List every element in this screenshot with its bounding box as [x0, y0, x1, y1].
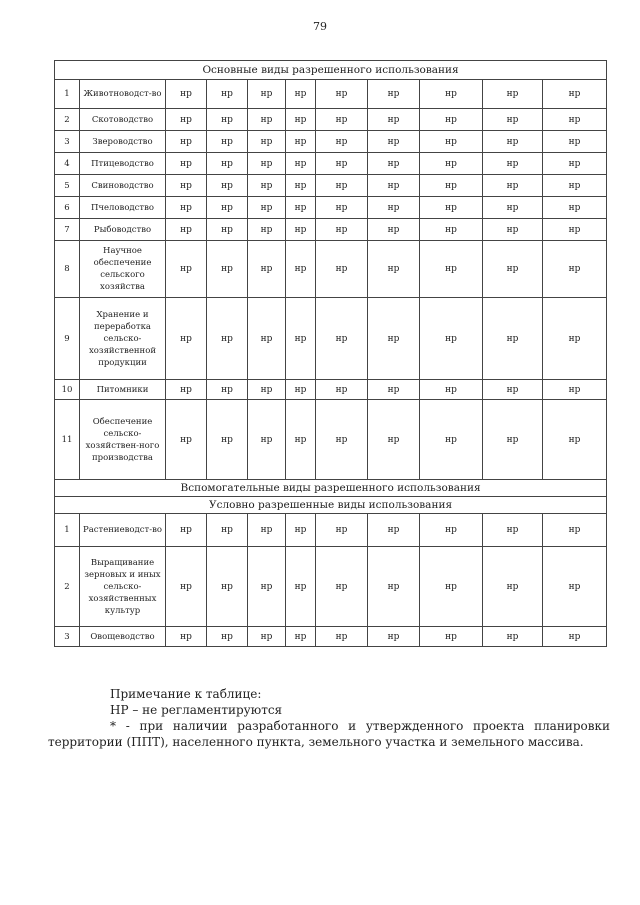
value-cell: нр — [207, 514, 248, 547]
note-abbreviation: НР – не регламентируются — [110, 703, 283, 717]
row-number: 4 — [55, 153, 80, 175]
value-cell: нр — [207, 241, 248, 298]
value-cell: нр — [368, 175, 420, 197]
value-cell: нр — [316, 153, 368, 175]
row-number: 3 — [55, 627, 80, 647]
row-number: 3 — [55, 131, 80, 153]
row-number: 6 — [55, 197, 80, 219]
value-cell: нр — [483, 241, 543, 298]
value-cell: нр — [248, 400, 286, 480]
table-row — [55, 298, 607, 380]
value-cell: нр — [368, 380, 420, 400]
value-cell: нр — [286, 109, 316, 131]
table-row — [55, 400, 607, 480]
value-cell: нр — [286, 547, 316, 627]
land-use-name: Растениеводст-во — [80, 514, 166, 547]
row-number: 10 — [55, 380, 80, 400]
value-cell: нр — [483, 197, 543, 219]
value-cell: нр — [543, 514, 607, 547]
table-row — [55, 241, 607, 298]
value-cell: нр — [316, 380, 368, 400]
table-row — [55, 380, 607, 400]
value-cell: нр — [248, 627, 286, 647]
row-number: 9 — [55, 298, 80, 380]
auxiliary-uses-row — [55, 480, 607, 497]
row-number: 1 — [55, 80, 80, 109]
value-cell: нр — [420, 514, 483, 547]
value-cell: нр — [420, 298, 483, 380]
table-row — [55, 175, 607, 197]
value-cell: нр — [207, 400, 248, 480]
regulations-table — [54, 60, 607, 647]
land-use-name: Обеспечение сельско-хозяйствен-ного производства — [80, 400, 166, 480]
value-cell: нр — [207, 547, 248, 627]
value-cell: нр — [316, 109, 368, 131]
value-cell: нр — [368, 547, 420, 627]
value-cell: нр — [420, 627, 483, 647]
value-cell: нр — [248, 298, 286, 380]
value-cell: нр — [368, 197, 420, 219]
value-cell: нр — [543, 380, 607, 400]
value-cell: нр — [543, 298, 607, 380]
value-cell: нр — [248, 175, 286, 197]
value-cell: нр — [166, 298, 207, 380]
value-cell: нр — [248, 131, 286, 153]
auxiliary-uses-heading: Вспомогательные виды разрешенного использования — [55, 480, 607, 497]
land-use-name: Скотоводство — [80, 109, 166, 131]
value-cell: нр — [368, 219, 420, 241]
value-cell: нр — [368, 298, 420, 380]
value-cell: нр — [286, 219, 316, 241]
note-asterisk: * - при наличии разработанного и утвержденного проекта планировки территории (ППТ), населенного пункта, земельного участка и земельного массива. — [48, 719, 610, 749]
value-cell: нр — [316, 627, 368, 647]
value-cell: нр — [166, 197, 207, 219]
row-number: 1 — [55, 514, 80, 547]
value-cell: нр — [420, 547, 483, 627]
value-cell: нр — [420, 80, 483, 109]
value-cell: нр — [316, 197, 368, 219]
value-cell: нр — [368, 153, 420, 175]
table-row — [55, 109, 607, 131]
value-cell: нр — [316, 298, 368, 380]
row-number: 2 — [55, 109, 80, 131]
value-cell: нр — [420, 241, 483, 298]
value-cell: нр — [248, 153, 286, 175]
value-cell: нр — [166, 514, 207, 547]
value-cell: нр — [166, 380, 207, 400]
table-row — [55, 219, 607, 241]
value-cell: нр — [420, 153, 483, 175]
value-cell: нр — [420, 109, 483, 131]
value-cell: нр — [420, 380, 483, 400]
main-uses-heading: Основные виды разрешенного использования — [55, 61, 607, 80]
value-cell: нр — [483, 153, 543, 175]
value-cell: нр — [368, 131, 420, 153]
value-cell: нр — [543, 400, 607, 480]
conditional-uses-heading: Условно разрешенные виды использования — [55, 497, 607, 514]
value-cell: нр — [543, 80, 607, 109]
value-cell: нр — [368, 109, 420, 131]
value-cell: нр — [543, 109, 607, 131]
value-cell: нр — [543, 241, 607, 298]
value-cell: нр — [166, 109, 207, 131]
value-cell: нр — [368, 627, 420, 647]
value-cell: нр — [286, 241, 316, 298]
value-cell: нр — [483, 131, 543, 153]
value-cell: нр — [286, 131, 316, 153]
value-cell: нр — [207, 175, 248, 197]
value-cell: нр — [420, 400, 483, 480]
value-cell: нр — [368, 514, 420, 547]
value-cell: нр — [420, 219, 483, 241]
value-cell: нр — [166, 131, 207, 153]
value-cell: нр — [483, 219, 543, 241]
value-cell: нр — [316, 514, 368, 547]
value-cell: нр — [166, 153, 207, 175]
value-cell: нр — [166, 241, 207, 298]
value-cell: нр — [248, 109, 286, 131]
value-cell: нр — [543, 153, 607, 175]
land-use-name: Животноводст-во — [80, 80, 166, 109]
value-cell: нр — [207, 80, 248, 109]
value-cell: нр — [420, 131, 483, 153]
value-cell: нр — [248, 514, 286, 547]
value-cell: нр — [166, 175, 207, 197]
value-cell: нр — [316, 175, 368, 197]
value-cell: нр — [248, 197, 286, 219]
value-cell: нр — [368, 400, 420, 480]
value-cell: нр — [248, 241, 286, 298]
value-cell: нр — [483, 547, 543, 627]
value-cell: нр — [368, 241, 420, 298]
land-use-name: Хранение и переработка сельско-хозяйственной продукции — [80, 298, 166, 380]
page-number: 79 — [313, 20, 327, 33]
value-cell: нр — [483, 175, 543, 197]
table-row — [55, 627, 607, 647]
value-cell: нр — [286, 298, 316, 380]
table-row — [55, 80, 607, 109]
value-cell: нр — [166, 400, 207, 480]
land-use-name: Звероводство — [80, 131, 166, 153]
value-cell: нр — [248, 547, 286, 627]
value-cell: нр — [316, 80, 368, 109]
land-use-name: Выращивание зерновых и иных сельско-хозяйственных культур — [80, 547, 166, 627]
main-uses-row — [55, 61, 607, 80]
land-use-name: Свиноводство — [80, 175, 166, 197]
value-cell: нр — [207, 380, 248, 400]
value-cell: нр — [543, 175, 607, 197]
land-use-name: Питомники — [80, 380, 166, 400]
value-cell: нр — [316, 241, 368, 298]
conditional-uses-row — [55, 497, 607, 514]
row-number: 8 — [55, 241, 80, 298]
value-cell: нр — [368, 80, 420, 109]
value-cell: нр — [483, 80, 543, 109]
value-cell: нр — [286, 627, 316, 647]
row-number: 7 — [55, 219, 80, 241]
value-cell: нр — [248, 380, 286, 400]
value-cell: нр — [207, 197, 248, 219]
value-cell: нр — [316, 400, 368, 480]
table-row — [55, 131, 607, 153]
table-row — [55, 197, 607, 219]
value-cell: нр — [248, 219, 286, 241]
land-use-name: Пчеловодство — [80, 197, 166, 219]
value-cell: нр — [543, 131, 607, 153]
value-cell: нр — [286, 153, 316, 175]
value-cell: нр — [316, 131, 368, 153]
value-cell: нр — [286, 380, 316, 400]
value-cell: нр — [207, 109, 248, 131]
value-cell: нр — [166, 547, 207, 627]
value-cell: нр — [543, 219, 607, 241]
value-cell: нр — [286, 400, 316, 480]
note-title: Примечание к таблице: — [110, 687, 262, 701]
value-cell: нр — [483, 380, 543, 400]
table-row — [55, 153, 607, 175]
value-cell: нр — [286, 514, 316, 547]
value-cell: нр — [316, 547, 368, 627]
value-cell: нр — [483, 109, 543, 131]
value-cell: нр — [420, 175, 483, 197]
value-cell: нр — [207, 219, 248, 241]
land-use-name: Птицеводство — [80, 153, 166, 175]
value-cell: нр — [286, 197, 316, 219]
table-row — [55, 547, 607, 627]
row-number: 2 — [55, 547, 80, 627]
value-cell: нр — [207, 153, 248, 175]
table-row — [55, 514, 607, 547]
value-cell: нр — [420, 197, 483, 219]
value-cell: нр — [483, 514, 543, 547]
value-cell: нр — [166, 219, 207, 241]
value-cell: нр — [543, 627, 607, 647]
value-cell: нр — [483, 400, 543, 480]
value-cell: нр — [207, 298, 248, 380]
row-number: 5 — [55, 175, 80, 197]
land-use-name: Рыбоводство — [80, 219, 166, 241]
value-cell: нр — [166, 627, 207, 647]
value-cell: нр — [248, 80, 286, 109]
value-cell: нр — [543, 547, 607, 627]
value-cell: нр — [316, 219, 368, 241]
value-cell: нр — [286, 175, 316, 197]
value-cell: нр — [483, 627, 543, 647]
value-cell: нр — [543, 197, 607, 219]
value-cell: нр — [166, 80, 207, 109]
value-cell: нр — [483, 298, 543, 380]
table-note — [48, 686, 610, 750]
value-cell: нр — [207, 131, 248, 153]
land-use-name: Овощеводство — [80, 627, 166, 647]
land-use-name: Научное обеспечение сельского хозяйства — [80, 241, 166, 298]
value-cell: нр — [207, 627, 248, 647]
value-cell: нр — [286, 80, 316, 109]
row-number: 11 — [55, 400, 80, 480]
